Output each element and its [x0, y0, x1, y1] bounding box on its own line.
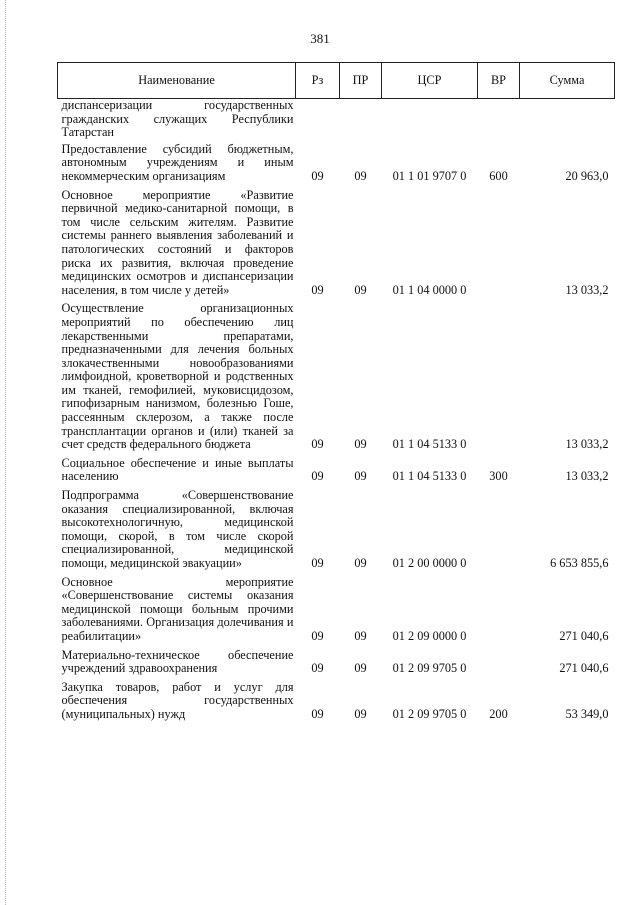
- row-csr: 01 2 00 0000 0: [392, 556, 467, 570]
- table-row: [58, 489, 615, 576]
- row-pr: 09: [354, 661, 367, 676]
- row-rz: 09: [311, 437, 324, 452]
- row-csr: 01 2 09 0000 0: [392, 628, 467, 643]
- row-rz: [296, 99, 340, 143]
- row-sum: 271 040,6: [559, 661, 609, 676]
- table-row: [58, 681, 615, 727]
- table-row: [58, 189, 615, 303]
- row-pr: 09: [354, 282, 367, 297]
- row-vr: 600: [489, 168, 508, 183]
- row-vr: [478, 576, 520, 649]
- row-csr: 01 2 09 9705 0: [392, 706, 467, 721]
- row-csr: 01 1 04 5133 0: [392, 469, 467, 484]
- header-pr: ПР: [340, 63, 382, 99]
- row-rz: 09: [311, 706, 324, 721]
- row-pr: 09: [354, 556, 367, 570]
- row-name: Подпрограмма «Совершенствование оказания специализированной, включая высокотехнологичную, медицинской помощи, скорой, в том числе скорой специализированной, медицинской помощи, медицинской эвакуации»: [61, 488, 294, 570]
- row-pr: 09: [354, 706, 367, 721]
- row-rz: 09: [311, 282, 324, 297]
- row-csr: 01 1 04 5133 0: [392, 437, 467, 452]
- page-number: 381: [310, 31, 330, 46]
- row-name: Основное мероприятие «Совершенствование системы оказания медицинской помощи больным прочими заболеваниями. Организация долечивания и реабилитации»: [61, 574, 294, 643]
- row-pr: [340, 99, 382, 143]
- table-row: [58, 143, 615, 189]
- row-sum: 13 033,2: [565, 282, 609, 297]
- row-vr: [478, 99, 520, 143]
- row-csr: 01 1 01 9707 0: [392, 168, 467, 183]
- row-name: Осуществление организационных мероприятий по обеспечению лиц лекарственными препаратами, предназначенными для лечения больных злокачественными новообразованиями лимфоидной, кроветворной и родственных им тканей, гемофилией, муковисцидозом, гипофизарным нанизмом, болезнью Гоше, рассеянным склерозом, а также после трансплантации органов и (или) тканей за счет средств федерального бюджета: [61, 301, 294, 452]
- header-name: Наименование: [58, 63, 296, 99]
- budget-table: [57, 62, 615, 727]
- row-vr: 300: [489, 469, 508, 484]
- row-vr: [478, 489, 520, 576]
- row-csr: 01 2 09 9705 0: [392, 661, 467, 676]
- row-rz: 09: [311, 469, 324, 484]
- row-name: диспансеризации государственных гражданских служащих Республики Татарстан: [61, 98, 294, 140]
- row-csr: [382, 99, 478, 143]
- row-name: Материально-техническое обеспечение учреждений здравоохранения: [61, 647, 294, 676]
- row-sum: 271 040,6: [559, 628, 609, 643]
- row-rz: 09: [311, 168, 324, 183]
- table-row: [58, 99, 615, 143]
- header-sum: Сумма: [520, 63, 615, 99]
- row-name: Закупка товаров, работ и услуг для обеспечения государственных (муниципальных) нужд: [61, 679, 294, 721]
- row-pr: 09: [354, 168, 367, 183]
- row-sum: 53 349,0: [565, 706, 609, 721]
- row-pr: 09: [354, 437, 367, 452]
- header-rz: Рз: [296, 63, 340, 99]
- row-rz: 09: [311, 661, 324, 676]
- row-sum: 20 963,0: [565, 168, 609, 183]
- row-csr: 01 1 04 0000 0: [392, 282, 467, 297]
- row-sum: [520, 99, 615, 143]
- row-name: Основное мероприятие «Развитие первичной медико-санитарной помощи, в том числе сельским жителям. Развитие системы раннего выявления заболеваний и патологических состояний и факторов риска их развития, включая проведение медицинских осмотров и диспансеризации населения, в том числе у детей»: [61, 187, 294, 297]
- row-pr: 09: [354, 628, 367, 643]
- row-vr: 200: [489, 706, 508, 721]
- row-name: Социальное обеспечение и иные выплаты населению: [61, 455, 294, 484]
- header-csr: ЦСР: [382, 63, 478, 99]
- row-rz: 09: [311, 556, 324, 570]
- row-vr: [478, 302, 520, 457]
- table-row: [58, 649, 615, 681]
- row-vr: [478, 649, 520, 681]
- row-sum: 13 033,2: [565, 437, 609, 452]
- row-vr: [478, 189, 520, 303]
- row-sum: 13 033,2: [565, 469, 609, 484]
- row-name: Предоставление субсидий бюджетным, автономным учреждениям и иным некоммерческим организациям: [61, 141, 294, 183]
- table-row: [58, 457, 615, 489]
- row-sum: 6 653 855,6: [550, 556, 609, 570]
- row-pr: 09: [354, 469, 367, 484]
- left-margin-dotted-line: [5, 0, 7, 905]
- table-row: [58, 576, 615, 649]
- table-row: [58, 302, 615, 457]
- row-rz: 09: [311, 628, 324, 643]
- header-vr: ВР: [478, 63, 520, 99]
- table-header: [58, 63, 615, 99]
